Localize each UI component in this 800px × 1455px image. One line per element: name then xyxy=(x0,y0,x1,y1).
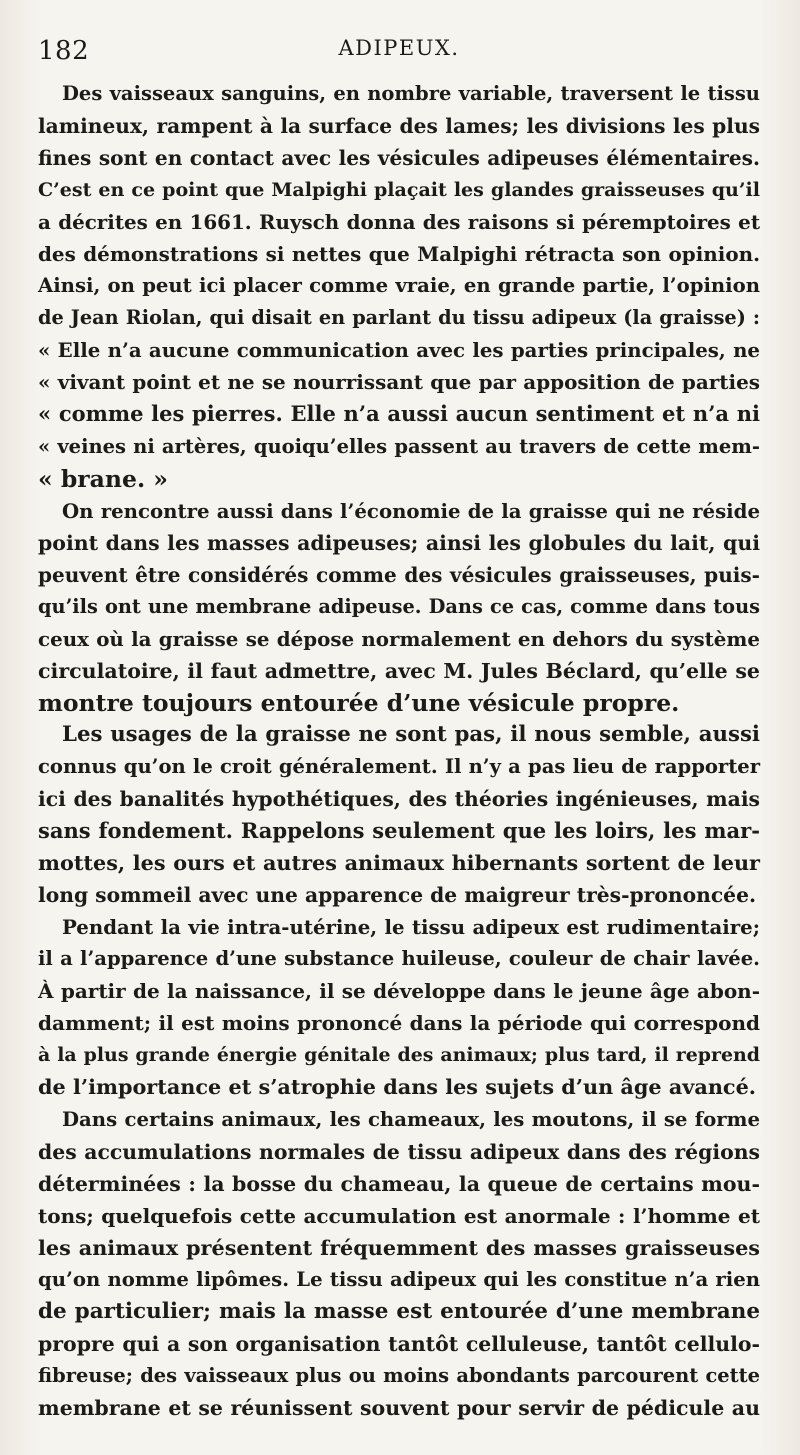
text-line: damment; il est moins prononcé dans la période qui correspond xyxy=(38,1011,760,1036)
text-line: a décrites en 1661. Ruysch donna des raisons si péremptoires et xyxy=(38,210,760,235)
text-line: Dans certains animaux, les chameaux, les moutons, il se forme xyxy=(62,1107,760,1131)
running-head: ADIPEUX. xyxy=(338,36,460,60)
text-line: connus qu’on le croit généralement. Il n’y a pas lieu de rapporter xyxy=(38,754,760,778)
text-line: circulatoire, il faut admettre, avec M. Jules Béclard, qu’elle se xyxy=(38,658,760,683)
text-line: des démonstrations si nettes que Malpighi rétracta son opinion. xyxy=(38,242,760,267)
text-line: qu’ils ont une membrane adipeuse. Dans ce cas, comme dans tous xyxy=(38,594,760,618)
text-line: ceux où la graisse se dépose normalement en dehors du système xyxy=(38,626,760,651)
text-line: tons; quelquefois cette accumulation est anormale : l’homme et xyxy=(38,1203,760,1228)
text-line: mottes, les ours et autres animaux hibernants sortent de leur xyxy=(38,850,760,876)
text-line: Les usages de la graisse ne sont pas, il nous semble, aussi xyxy=(62,721,760,747)
text-line: point dans les masses adipeuses; ainsi les globules du lait, qui xyxy=(38,530,760,555)
body-text xyxy=(38,78,760,1424)
text-line: long sommeil avec une apparence de maigreur très-prononcée. xyxy=(38,883,757,908)
text-line: de Jean Riolan, qui disait en parlant du tissu adipeux (la graisse) : xyxy=(38,306,760,330)
quote-line: « comme les pierres. Elle n’a aussi aucun sentiment et n’a ni xyxy=(38,401,760,427)
text-line: Ainsi, on peut ici placer comme vraie, en grande partie, l’opinion xyxy=(38,274,760,298)
text-line: sans fondement. Rappelons seulement que les loirs, les mar- xyxy=(38,818,760,844)
text-line: de particulier; mais la masse est entourée d’une membrane xyxy=(38,1298,760,1324)
text-line: déterminées : la bosse du chameau, la queue de certains mou- xyxy=(38,1171,760,1196)
text-line: On rencontre aussi dans l’économie de la graisse qui ne réside xyxy=(62,498,760,523)
text-line: membrane et se réunissent souvent pour servir de pédicule au xyxy=(38,1395,760,1420)
text-line: À partir de la naissance, il se développe dans le jeune âge abon- xyxy=(38,979,760,1004)
text-line: ici des banalités hypothétiques, des théories ingénieuses, mais xyxy=(38,787,760,812)
text-line: qu’on nomme lipômes. Le tissu adipeux qui les constitue n’a rien xyxy=(38,1267,760,1291)
page-header xyxy=(38,28,760,72)
quote-line: « brane. » xyxy=(38,464,168,493)
text-line: les animaux présentent fréquemment des masses graisseuses xyxy=(38,1234,760,1260)
text-line: Pendant la vie intra-utérine, le tissu adipeux est rudimentaire; xyxy=(62,915,760,940)
text-line: lamineux, rampent à la surface des lames; les divisions les plus xyxy=(38,114,760,139)
text-line: Des vaisseaux sanguins, en nombre variable, traversent le tissu xyxy=(62,82,760,105)
quote-line: « Elle n’a aucune communication avec les parties principales, ne xyxy=(38,338,760,363)
text-line: de l’importance et s’atrophie dans les sujets d’un âge avancé. xyxy=(38,1074,757,1100)
text-line: peuvent être considérés comme des vésicules graisseuses, puis- xyxy=(38,562,760,587)
text-line: il a l’apparence d’une substance huileuse, couleur de chair lavée. xyxy=(38,947,760,971)
quote-line: « veines ni artères, quoiqu’elles passent au travers de cette mem- xyxy=(38,434,760,458)
text-line: des accumulations normales de tissu adipeux dans des régions xyxy=(38,1139,760,1164)
text-line: fines sont en contact avec les vésicules adipeuses élémentaires. xyxy=(38,146,760,171)
text-line: C’est en ce point que Malpighi plaçait les glandes graisseuses qu’il xyxy=(38,179,760,202)
page-number: 182 xyxy=(38,36,90,66)
text-line: montre toujours entourée d’une vésicule propre. xyxy=(38,688,680,717)
text-line: propre qui a son organisation tantôt celluleuse, tantôt cellulo- xyxy=(38,1331,760,1356)
text-line: fibreuse; des vaisseaux plus ou moins abondants parcourent cette xyxy=(38,1363,760,1387)
quote-line: « vivant point et ne se nourrissant que par apposition de parties xyxy=(38,370,760,395)
text-line: à la plus grande énergie génitale des animaux; plus tard, il reprend xyxy=(38,1044,760,1067)
